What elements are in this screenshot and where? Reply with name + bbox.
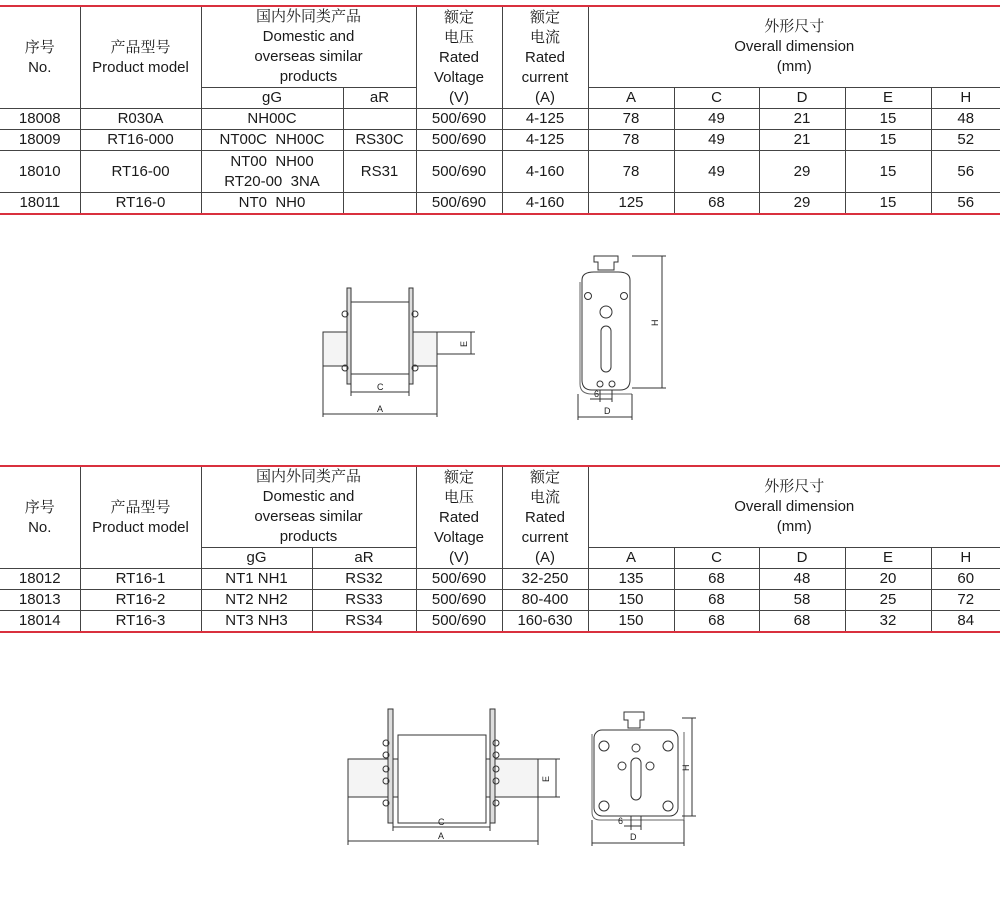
cell-d: 21 (759, 109, 845, 130)
cell-d: 29 (759, 193, 845, 215)
cell-d: 58 (759, 590, 845, 611)
cell-gg: NT00 NH00 RT20-00 3NA (201, 151, 343, 193)
cell-voltage: 500/690 (416, 130, 502, 151)
header-gg: gG (201, 548, 312, 569)
cell-h: 56 (931, 193, 1000, 215)
dim-label-e: E (459, 340, 469, 347)
cell-h: 56 (931, 151, 1000, 193)
cell-ar (343, 109, 416, 130)
cell-no: 18014 (0, 611, 80, 633)
fuse-side-view-drawing-2 (340, 705, 560, 850)
header-voltage: 额定 电压 Rated Voltage (V) (416, 466, 502, 569)
cell-e: 15 (845, 151, 931, 193)
cell-gg: NT1 NH1 (201, 569, 312, 590)
table-row (0, 611, 1000, 633)
cell-h: 48 (931, 109, 1000, 130)
cell-ar: RS32 (312, 569, 416, 590)
header-similar: 国内外同类产品 Domestic and overseas similar products (201, 6, 416, 88)
cell-voltage: 500/690 (416, 590, 502, 611)
spec-table-2 (0, 465, 1000, 633)
dim-label-h: H (650, 319, 660, 326)
header-no: 序号 No. (0, 6, 80, 109)
cell-d: 29 (759, 151, 845, 193)
cell-current: 160-630 (502, 611, 588, 633)
cell-ar: RS30C (343, 130, 416, 151)
cell-a: 135 (588, 569, 674, 590)
cell-current: 80-400 (502, 590, 588, 611)
header-model: 产品型号 Product model (80, 466, 201, 569)
cell-no: 18009 (0, 130, 80, 151)
cell-c: 49 (674, 130, 759, 151)
cell-a: 125 (588, 193, 674, 215)
header-gg: gG (201, 88, 343, 109)
cell-c: 68 (674, 590, 759, 611)
cell-model: RT16-2 (80, 590, 201, 611)
dim-label-d: D (630, 832, 637, 842)
cell-gg: NT3 NH3 (201, 611, 312, 633)
cell-current: 4-125 (502, 130, 588, 151)
cell-model: R030A (80, 109, 201, 130)
cell-voltage: 500/690 (416, 151, 502, 193)
header-ar: aR (312, 548, 416, 569)
header-col-d: D (759, 548, 845, 569)
cell-gg: NT0 NH0 (201, 193, 343, 215)
header-similar: 国内外同类产品 Domestic and overseas similar products (201, 466, 416, 548)
header-col-a: A (588, 548, 674, 569)
header-col-d: D (759, 88, 845, 109)
fuse-side-view-drawing-1 (315, 252, 469, 427)
cell-current: 32-250 (502, 569, 588, 590)
cell-current: 4-160 (502, 151, 588, 193)
header-dimension: 外形尺寸 Overall dimension (mm) (588, 466, 1000, 548)
header-no: 序号 No. (0, 466, 80, 569)
cell-ar (343, 193, 416, 215)
cell-ar: RS34 (312, 611, 416, 633)
dim-label-h: H (681, 764, 691, 771)
header-col-h: H (931, 88, 1000, 109)
cell-e: 20 (845, 569, 931, 590)
table-row (0, 130, 1000, 151)
dim-label-d: D (604, 406, 611, 416)
cell-ar: RS31 (343, 151, 416, 193)
header-ar: aR (343, 88, 416, 109)
cell-a: 150 (588, 590, 674, 611)
cell-d: 21 (759, 130, 845, 151)
cell-h: 72 (931, 590, 1000, 611)
cell-no: 18012 (0, 569, 80, 590)
table-row (0, 569, 1000, 590)
cell-h: 52 (931, 130, 1000, 151)
table-row (0, 109, 1000, 130)
cell-voltage: 500/690 (416, 611, 502, 633)
cell-h: 60 (931, 569, 1000, 590)
dim-label-c: C (377, 382, 384, 392)
cell-model: RT16-000 (80, 130, 201, 151)
cell-e: 15 (845, 130, 931, 151)
cell-d: 68 (759, 611, 845, 633)
cell-e: 15 (845, 109, 931, 130)
cell-model: RT16-00 (80, 151, 201, 193)
cell-current: 4-160 (502, 193, 588, 215)
table-row (0, 151, 1000, 193)
cell-d: 48 (759, 569, 845, 590)
cell-model: RT16-1 (80, 569, 201, 590)
cell-c: 68 (674, 569, 759, 590)
cell-c: 49 (674, 109, 759, 130)
header-col-c: C (674, 548, 759, 569)
cell-e: 25 (845, 590, 931, 611)
dim-label-6: 6 (594, 389, 600, 399)
dim-label-6: 6 (618, 816, 624, 826)
cell-no: 18008 (0, 109, 80, 130)
cell-a: 78 (588, 130, 674, 151)
cell-no: 18010 (0, 151, 80, 193)
cell-c: 68 (674, 193, 759, 215)
spec-table-1 (0, 5, 1000, 215)
cell-e: 15 (845, 193, 931, 215)
cell-voltage: 500/690 (416, 569, 502, 590)
dim-label-a: A (377, 404, 384, 414)
cell-no: 18013 (0, 590, 80, 611)
cell-h: 84 (931, 611, 1000, 633)
cell-model: RT16-3 (80, 611, 201, 633)
header-current: 额定 电流 Rated current (A) (502, 466, 588, 569)
header-model: 产品型号 Product model (80, 6, 201, 109)
cell-voltage: 500/690 (416, 109, 502, 130)
header-col-h: H (931, 548, 1000, 569)
table-row (0, 193, 1000, 215)
cell-a: 78 (588, 109, 674, 130)
fuse-front-view-drawing-2 (588, 708, 698, 848)
header-col-e: E (845, 548, 931, 569)
header-col-a: A (588, 88, 674, 109)
header-voltage: 额定 电压 Rated Voltage (V) (416, 6, 502, 109)
cell-ar: RS33 (312, 590, 416, 611)
cell-current: 4-125 (502, 109, 588, 130)
cell-model: RT16-0 (80, 193, 201, 215)
cell-a: 78 (588, 151, 674, 193)
header-col-c: C (674, 88, 759, 109)
dim-label-c: C (438, 817, 445, 827)
cell-c: 68 (674, 611, 759, 633)
cell-gg: NT2 NH2 (201, 590, 312, 611)
cell-gg: NT00C NH00C (201, 130, 343, 151)
cell-e: 32 (845, 611, 931, 633)
fuse-front-view-drawing-1 (572, 252, 672, 422)
dim-label-a: A (438, 831, 445, 841)
cell-no: 18011 (0, 193, 80, 215)
cell-gg: NH00C (201, 109, 343, 130)
dim-label-e: E (541, 775, 551, 782)
table-row (0, 590, 1000, 611)
cell-a: 150 (588, 611, 674, 633)
cell-voltage: 500/690 (416, 193, 502, 215)
header-current: 额定 电流 Rated current (A) (502, 6, 588, 109)
cell-c: 49 (674, 151, 759, 193)
header-dimension: 外形尺寸 Overall dimension (mm) (588, 6, 1000, 88)
header-col-e: E (845, 88, 931, 109)
